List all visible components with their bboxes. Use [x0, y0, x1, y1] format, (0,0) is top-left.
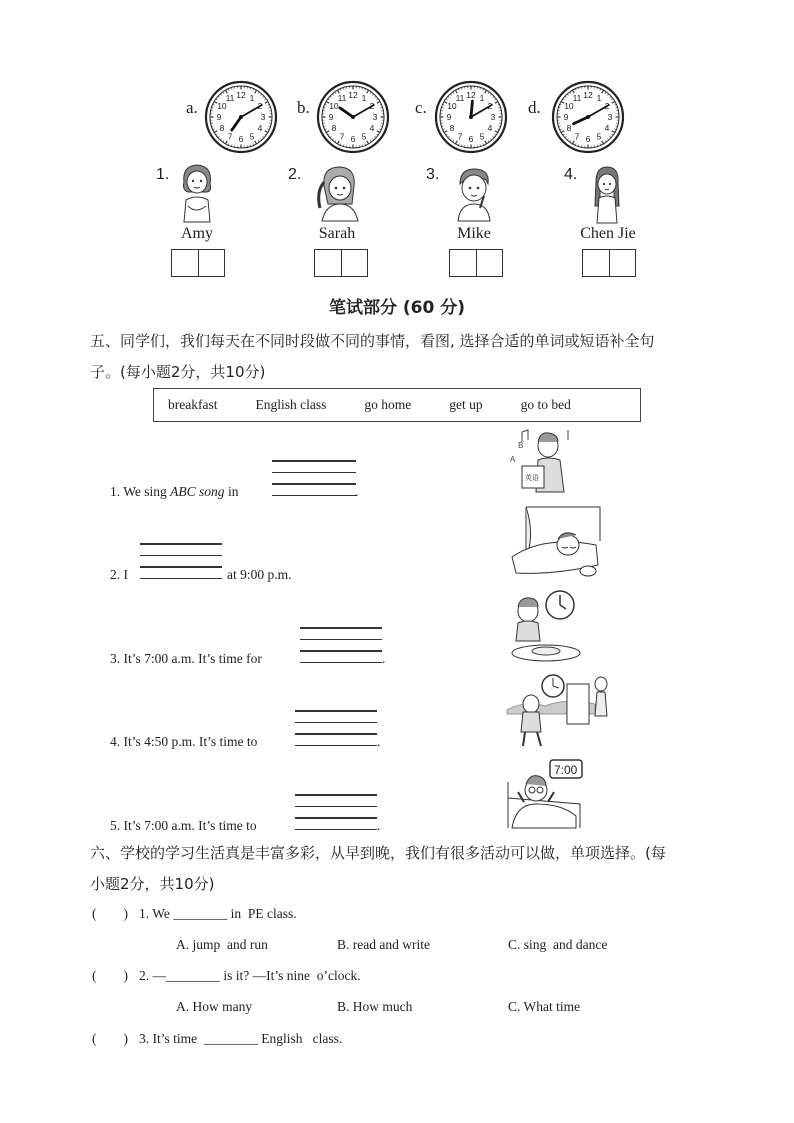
clock-numeral: 11 — [337, 93, 347, 104]
clock-numeral: 3 — [490, 112, 496, 123]
svg-text:A: A — [510, 455, 516, 464]
section5-instruction-line1: 五、同学们，我们每天在不同时段做不同的事情，看图, 选择合适的单词或短语补全句 — [90, 332, 655, 350]
clock-center — [469, 115, 473, 119]
section6-instruction-line1: 六、学校的学习生活真是丰富多彩，从早到晚，我们有很多活动可以做，单项选择。(每 — [90, 844, 666, 862]
girl-sarah-illustration — [312, 164, 364, 222]
clock-hour-hand — [471, 101, 472, 117]
clock-d-label: d. — [528, 98, 541, 117]
clock-numeral: 8 — [219, 123, 225, 134]
person-3-number: 3. — [426, 166, 440, 183]
s5-q5-prefix: 5. It’s 7:00 a.m. It’s time to — [110, 818, 257, 833]
clock-numeral: 12 — [583, 90, 593, 101]
written-section-title: 笔试部分 (60 分) — [328, 298, 466, 318]
clock-numeral: 3 — [372, 112, 378, 123]
s6-q1-paren[interactable]: ( ) — [92, 906, 128, 921]
clock-numeral: 7 — [227, 131, 233, 142]
section6-instruction — [90, 838, 720, 900]
clock-numeral: 8 — [331, 123, 337, 134]
s5-q1-answer-lines[interactable] — [272, 460, 359, 506]
s5-q1-prefix: 1. We sing — [110, 484, 171, 499]
s6-q2-option-a[interactable]: A. How many — [176, 999, 253, 1014]
s6-q1-option-a[interactable]: A. jump and run — [176, 937, 268, 952]
clock-numeral: 8 — [449, 123, 455, 134]
answer-box-3[interactable] — [449, 249, 503, 277]
clock-center — [586, 115, 590, 119]
s5-q2-suffix: at 9:00 p.m. — [227, 567, 292, 582]
clock-numeral: 10 — [217, 101, 227, 112]
clock-numeral: 6 — [238, 134, 244, 145]
clock-center — [239, 115, 243, 119]
word-bank-box — [153, 388, 641, 422]
answer-box-4[interactable] — [582, 249, 636, 277]
clock-numeral: 7 — [574, 131, 580, 142]
person-3-name: Mike — [457, 225, 491, 242]
s6-q1-option-c[interactable]: C. sing and dance — [508, 937, 608, 952]
clock-numeral: 3 — [607, 112, 613, 123]
word-get-up: get up — [449, 397, 483, 412]
s6-q1-option-b[interactable]: B. read and write — [337, 937, 430, 952]
s5-q1-suffix: . — [355, 484, 359, 499]
s6-q2-option-c[interactable]: C. What time — [508, 999, 581, 1014]
book-label: 英语 — [525, 475, 539, 482]
clock-numeral: 5 — [479, 131, 485, 142]
clock-numeral: 9 — [446, 112, 452, 123]
person-2-number: 2. — [288, 166, 302, 183]
boy-mike-illustration — [452, 166, 496, 222]
get-up-boy-illustration — [506, 758, 586, 830]
s5-q3-suffix: . — [382, 651, 386, 666]
word-go-to-bed: go to bed — [520, 397, 571, 412]
singing-kids-illustration — [508, 422, 583, 494]
clock-numeral: 9 — [563, 112, 569, 123]
clock-numeral: 10 — [329, 101, 339, 112]
clock-numeral: 5 — [596, 131, 602, 142]
clock-numeral: 1 — [249, 93, 255, 104]
clock-numeral: 7 — [339, 131, 345, 142]
clock-a-label: a. — [186, 98, 198, 117]
clock-numeral: 1 — [479, 93, 485, 104]
s5-q3-prefix: 3. It’s 7:00 a.m. It’s time for — [110, 651, 262, 666]
s5-q5-suffix: . — [377, 818, 381, 833]
word-go-home: go home — [364, 397, 412, 412]
s5-q5-answer-lines[interactable] — [295, 794, 377, 840]
clock-numeral: 12 — [236, 90, 246, 101]
s5-q1-mid: in — [224, 484, 239, 499]
clock-numeral: 1 — [596, 93, 602, 104]
girl-amy-illustration — [176, 162, 218, 224]
clock-numeral: 8 — [566, 123, 572, 134]
sleeping-girl-illustration — [504, 505, 604, 585]
person-4-number: 4. — [564, 166, 578, 183]
breakfast-boy-illustration — [506, 589, 582, 665]
s6-q2-paren[interactable]: ( ) — [92, 968, 128, 983]
section5-instruction-line2: 子。(每小题2分，共10分) — [90, 363, 266, 381]
section5-instruction — [90, 326, 720, 388]
clock-numeral: 6 — [585, 134, 591, 145]
s6-q2-text: 2. —________ is it? —It’s nine o’clock. — [139, 968, 361, 983]
s5-q2-answer-lines[interactable] — [140, 543, 222, 589]
s5-q2-prefix: 2. I — [110, 567, 128, 582]
clock-numeral: 6 — [468, 134, 474, 145]
clock-center — [351, 115, 355, 119]
person-4-name: Chen Jie — [580, 225, 636, 242]
s6-q2-option-b[interactable]: B. How much — [337, 999, 413, 1014]
answer-box-1[interactable] — [171, 249, 225, 277]
clock-numeral: 9 — [328, 112, 334, 123]
clock-b-label: b. — [297, 98, 310, 117]
girl-chenjie-illustration — [588, 164, 626, 224]
clock-numeral: 9 — [216, 112, 222, 123]
s6-q1-text: 1. We ________ in PE class. — [139, 906, 297, 921]
clock-icon — [551, 80, 625, 154]
clock-numeral: 10 — [447, 101, 457, 112]
clock-numeral: 4 — [487, 123, 493, 134]
clock-icon — [434, 80, 508, 154]
s5-q3-answer-lines[interactable] — [300, 627, 382, 673]
clock-numeral: 5 — [361, 131, 367, 142]
clock-icon — [316, 80, 390, 154]
clock-numeral: 5 — [249, 131, 255, 142]
clock-numeral: 6 — [350, 134, 356, 145]
clock-numeral: 3 — [260, 112, 266, 123]
alarm-clock-display: 7:00 — [554, 763, 578, 777]
s5-question-1 — [110, 484, 238, 500]
word-english-class: English class — [255, 397, 327, 412]
clock-icon — [204, 80, 278, 154]
s5-q4-answer-lines[interactable] — [295, 710, 377, 756]
s6-q3-text: 3. It’s time ________ English class. — [139, 1031, 343, 1046]
s5-q1-italic: ABC song — [170, 484, 225, 499]
clock-numeral: 7 — [457, 131, 463, 142]
clock-c-label: c. — [415, 98, 427, 117]
clock-numeral: 11 — [455, 93, 465, 104]
clock-numeral: 4 — [257, 123, 263, 134]
s6-q3-paren[interactable]: ( ) — [92, 1031, 128, 1046]
clock-numeral: 11 — [572, 93, 582, 104]
s5-q4-suffix: . — [377, 734, 381, 749]
s5-q4-prefix: 4. It’s 4:50 p.m. It’s time to — [110, 734, 258, 749]
svg-text:B: B — [518, 441, 524, 450]
go-home-boy-illustration — [505, 670, 611, 750]
word-breakfast: breakfast — [168, 397, 218, 412]
clock-numeral: 11 — [225, 93, 235, 104]
clock-numeral: 12 — [466, 90, 476, 101]
clock-numeral: 12 — [348, 90, 358, 101]
clock-numeral: 4 — [369, 123, 375, 134]
answer-box-2[interactable] — [314, 249, 368, 277]
person-1-number: 1. — [156, 166, 170, 183]
person-1-name: Amy — [181, 225, 213, 242]
section6-instruction-line2: 小题2分，共10分) — [90, 875, 215, 893]
person-2-name: Sarah — [318, 225, 356, 242]
clock-numeral: 4 — [604, 123, 610, 134]
clock-numeral: 10 — [564, 101, 574, 112]
clock-numeral: 1 — [361, 93, 367, 104]
